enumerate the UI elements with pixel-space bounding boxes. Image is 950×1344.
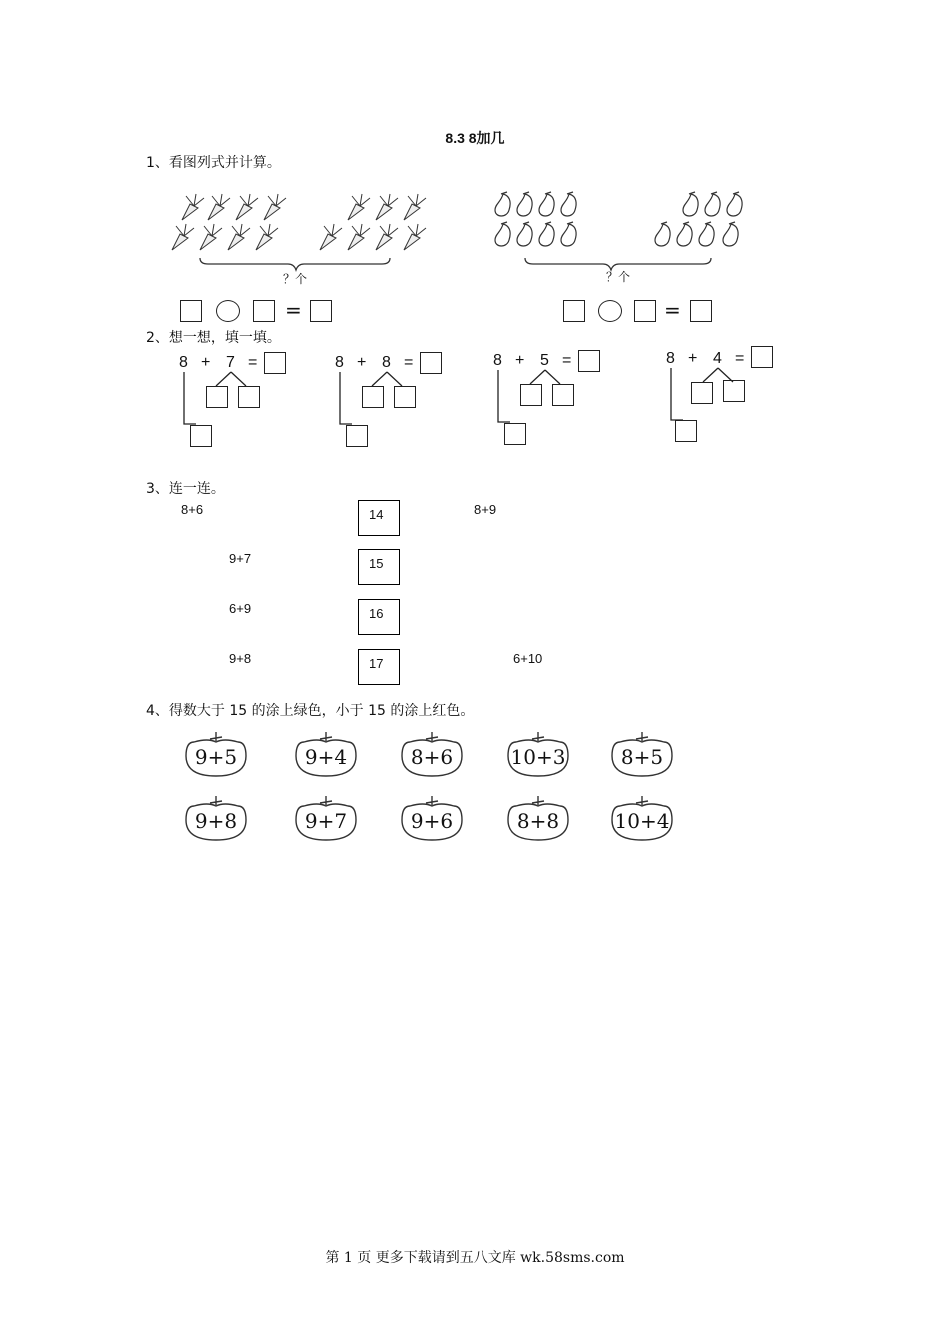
carrot-icon bbox=[264, 194, 286, 220]
fruit-expression[interactable] bbox=[402, 732, 462, 776]
eggplant-icon bbox=[677, 222, 692, 246]
fruit-label: 10+4 bbox=[614, 809, 670, 833]
operator: + bbox=[515, 352, 525, 369]
carrot-icon bbox=[182, 194, 204, 220]
answer-box[interactable] bbox=[310, 300, 332, 322]
carrot-icon bbox=[228, 224, 250, 250]
match-expression[interactable]: 8+6 bbox=[181, 502, 204, 517]
equals-sign: = bbox=[248, 354, 258, 371]
carrot-icon bbox=[236, 194, 258, 220]
equals-sign: = bbox=[735, 350, 745, 367]
split-box[interactable] bbox=[394, 386, 416, 408]
carrot-icon bbox=[376, 224, 398, 250]
eggplant-icon bbox=[699, 222, 714, 246]
match-number-box[interactable]: 15 bbox=[358, 549, 400, 585]
addend-b: 7 bbox=[226, 354, 235, 371]
eggplant-icon bbox=[495, 222, 510, 246]
question-3-label: 3、连一连。 bbox=[146, 481, 225, 497]
page-footer: 第 1 页 更多下载请到五八文库 wk.58sms.com bbox=[325, 1250, 625, 1266]
fruit-label: 9+5 bbox=[194, 745, 238, 769]
addend-b: 8 bbox=[382, 354, 391, 371]
equals-sign: = bbox=[562, 352, 572, 369]
answer-box[interactable] bbox=[180, 300, 202, 322]
eggplant-icon bbox=[495, 192, 510, 216]
match-expression[interactable]: 6+10 bbox=[513, 651, 543, 666]
fruit-grid bbox=[180, 722, 700, 852]
split-problem bbox=[176, 348, 296, 448]
split-box[interactable] bbox=[723, 380, 745, 402]
answer-box[interactable] bbox=[253, 300, 275, 322]
carrot-icon bbox=[256, 224, 278, 250]
eggplant-icon bbox=[539, 222, 554, 246]
eggplant-icon bbox=[561, 192, 576, 216]
fruit-label: 10+3 bbox=[510, 745, 566, 769]
fruit-expression[interactable] bbox=[508, 796, 568, 840]
eggplant-icon bbox=[723, 222, 738, 246]
addend-a: 8 bbox=[335, 354, 344, 371]
fruit-label: 8+5 bbox=[620, 745, 664, 769]
carrot-icon bbox=[200, 224, 222, 250]
equals-sign: = bbox=[404, 354, 414, 371]
answer-box[interactable] bbox=[690, 300, 712, 322]
carrot-icon bbox=[404, 194, 426, 220]
fruit-expression[interactable] bbox=[612, 732, 672, 776]
split-box[interactable] bbox=[552, 384, 574, 406]
left-question-total: ？个 bbox=[283, 272, 308, 286]
fruit-expression[interactable] bbox=[612, 796, 672, 840]
fruit-label: 9+4 bbox=[304, 745, 348, 769]
page-title: 8.3 8加几 bbox=[445, 130, 505, 146]
eggplant-icon bbox=[517, 192, 532, 216]
eggplant-icon bbox=[561, 222, 576, 246]
carrot-icon bbox=[208, 194, 230, 220]
fruit-expression[interactable] bbox=[402, 796, 462, 840]
match-number-box[interactable]: 16 bbox=[358, 599, 400, 635]
operator: + bbox=[201, 354, 211, 371]
split-problem bbox=[490, 346, 610, 446]
question-4-label: 4、得数大于 15 的涂上绿色，小于 15 的涂上红色。 bbox=[146, 703, 475, 719]
question-2-label: 2、想一想，填一填。 bbox=[146, 330, 281, 346]
match-expression[interactable]: 6+9 bbox=[229, 601, 252, 616]
ten-box[interactable] bbox=[675, 420, 697, 442]
equals-sign: = bbox=[664, 298, 681, 322]
fruit-expression[interactable] bbox=[186, 732, 246, 776]
match-expression[interactable]: 9+7 bbox=[229, 551, 252, 566]
eggplant-icon bbox=[539, 192, 554, 216]
fruit-label: 8+8 bbox=[516, 809, 560, 833]
question-1-label: 1、看图列式并计算。 bbox=[146, 155, 281, 171]
addend-a: 8 bbox=[179, 354, 188, 371]
ten-box[interactable] bbox=[346, 425, 368, 447]
carrot-icon bbox=[172, 224, 194, 250]
split-box[interactable] bbox=[362, 386, 384, 408]
carrot-icon bbox=[348, 224, 370, 250]
match-number-box[interactable]: 14 bbox=[358, 500, 400, 536]
split-problem bbox=[663, 344, 783, 444]
carrot-icon bbox=[376, 194, 398, 220]
fruit-expression[interactable] bbox=[186, 796, 246, 840]
fruit-expression[interactable] bbox=[296, 796, 356, 840]
eggplant-icon bbox=[705, 192, 720, 216]
operator-circle[interactable] bbox=[216, 300, 240, 322]
eggplant-icon bbox=[683, 192, 698, 216]
split-box[interactable] bbox=[206, 386, 228, 408]
operator: + bbox=[357, 354, 367, 371]
eggplant-icon bbox=[727, 192, 742, 216]
ten-box[interactable] bbox=[504, 423, 526, 445]
carrot-icon bbox=[320, 224, 342, 250]
eggplant-icon bbox=[655, 222, 670, 246]
addend-a: 8 bbox=[666, 350, 675, 367]
fruit-label: 9+6 bbox=[410, 809, 454, 833]
answer-box[interactable] bbox=[634, 300, 656, 322]
split-box[interactable] bbox=[238, 386, 260, 408]
eggplant-icon bbox=[517, 222, 532, 246]
fruit-label: 9+8 bbox=[194, 809, 238, 833]
match-expression[interactable]: 9+8 bbox=[229, 651, 252, 666]
fruit-expression[interactable] bbox=[508, 732, 568, 776]
match-number-box[interactable]: 17 bbox=[358, 649, 400, 685]
split-problem bbox=[332, 348, 452, 448]
fruit-label: 8+6 bbox=[410, 745, 454, 769]
addend-b: 4 bbox=[713, 350, 722, 367]
addend-a: 8 bbox=[493, 352, 502, 369]
carrot-icon bbox=[348, 194, 370, 220]
operator-circle[interactable] bbox=[598, 300, 622, 322]
ten-box[interactable] bbox=[190, 425, 212, 447]
fruit-expression[interactable] bbox=[296, 732, 356, 776]
carrot-icon bbox=[404, 224, 426, 250]
addend-b: 5 bbox=[540, 352, 549, 369]
equals-sign: = bbox=[285, 298, 302, 322]
answer-box[interactable] bbox=[563, 300, 585, 322]
match-expression[interactable]: 8+9 bbox=[474, 502, 497, 517]
right-question-total: ？个 bbox=[606, 270, 631, 284]
split-box[interactable] bbox=[520, 384, 542, 406]
operator: + bbox=[688, 350, 698, 367]
split-box[interactable] bbox=[691, 382, 713, 404]
fruit-label: 9+7 bbox=[304, 809, 348, 833]
